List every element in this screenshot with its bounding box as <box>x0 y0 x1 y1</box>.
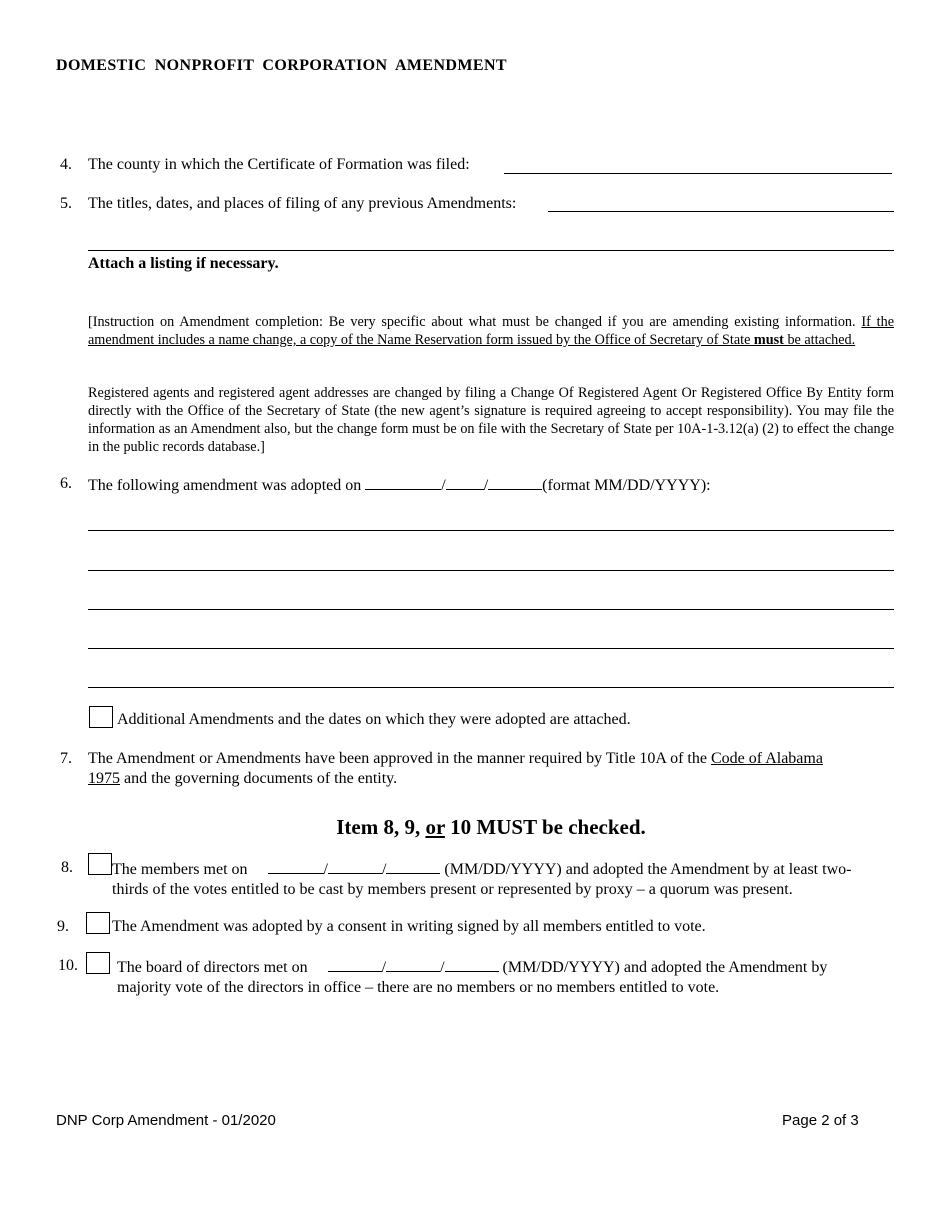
board-met-day[interactable] <box>386 956 440 972</box>
board-met-checkbox[interactable] <box>86 952 110 974</box>
instructions-must: must <box>753 332 784 348</box>
amendment-text-line-5[interactable] <box>88 668 894 688</box>
item-4-label: The county in which the Certificate of Formation was filed: <box>88 156 470 173</box>
item-6-label: The following amendment was adopted on / / (format MM/DD/YYYY): <box>88 474 711 496</box>
members-met-year[interactable] <box>386 858 440 874</box>
item-8-number: 8. <box>61 859 73 876</box>
amendment-text-line-1[interactable] <box>88 511 894 531</box>
item-7-text: The Amendment or Amendments have been approved in the manner required by Title 10A of the Code of Alabama 1975 and the governing documents of the entity. <box>88 750 823 787</box>
amendment-text-line-4[interactable] <box>88 629 894 649</box>
written-consent-checkbox[interactable] <box>86 912 110 934</box>
adoption-date-day[interactable] <box>446 474 484 490</box>
board-met-month[interactable] <box>328 956 382 972</box>
additional-amendments-label: Additional Amendments and the dates on which they were adopted are attached. <box>117 711 631 728</box>
instructions-paragraph-2: Registered agents and registered agent addresses are changed by filing a Change Of Registered Agent Or Registered Office By Entity form directly with the Office of the Secretary of State (the new agent’s signature is required agreeing to accept responsibility). You may file the information as an Amendment also, but the change form must be on file with the Secretary of State per 10A-1-3.12(a) (2) to effect the change in the public records database.] <box>88 385 894 455</box>
item-7-number: 7. <box>60 750 72 767</box>
instructions-name-change: If the amendment includes a name change, a copy of the Name Reservation form issued by the Office of Secretary of State must be attached. <box>88 314 894 348</box>
previous-amendments-line-2[interactable] <box>88 250 894 251</box>
item-10-text: The board of directors met on / / (MM/DD/YYYY) and adopted the Amendment by majority vote of the directors in office – there are no members or no members entitled to vote. <box>117 956 827 998</box>
attach-listing-note: Attach a listing if necessary. <box>88 255 279 272</box>
additional-amendments-checkbox[interactable] <box>89 706 113 728</box>
item-10-number: 10. <box>58 957 78 974</box>
item-9-number: 9. <box>57 918 69 935</box>
item-6-number: 6. <box>60 475 72 492</box>
item-4-number: 4. <box>60 156 72 173</box>
adoption-date-month[interactable] <box>365 474 441 490</box>
item-9-label: The Amendment was adopted by a consent in writing signed by all members entitled to vote. <box>112 918 706 935</box>
previous-amendments-field[interactable] <box>548 194 894 212</box>
instructions-paragraph-1 <box>88 313 894 349</box>
code-of-alabama-year: 1975 <box>88 770 120 787</box>
item-8-text: The members met on / / (MM/DD/YYYY) and adopted the Amendment by at least two- thirds of the votes entitled to be cast by members present or represented by proxy – a quorum was present. <box>112 858 851 900</box>
code-of-alabama: Code of Alabama <box>710 750 823 767</box>
instructions-lead: [Instruction on Amendment completion: Be very specific about what must be changed if you are amending existing information. <box>88 314 856 330</box>
county-field[interactable] <box>504 155 892 174</box>
item-5-label: The titles, dates, and places of filing of any previous Amendments: <box>88 195 517 212</box>
footer-page-number: Page 2 of 3 <box>782 1112 859 1129</box>
board-met-year[interactable] <box>445 956 499 972</box>
members-met-day[interactable] <box>328 858 382 874</box>
adoption-date-year[interactable] <box>488 474 542 490</box>
members-met-month[interactable] <box>268 858 324 874</box>
must-check-heading: Item 8, 9, or 10 MUST be checked. <box>336 815 646 839</box>
amendment-text-line-3[interactable] <box>88 590 894 610</box>
document-title: DOMESTIC NONPROFIT CORPORATION AMENDMENT <box>56 57 507 74</box>
footer-form-id: DNP Corp Amendment - 01/2020 <box>56 1112 276 1129</box>
amendment-text-line-2[interactable] <box>88 551 894 571</box>
item-5-number: 5. <box>60 195 72 212</box>
members-met-checkbox[interactable] <box>88 853 112 875</box>
